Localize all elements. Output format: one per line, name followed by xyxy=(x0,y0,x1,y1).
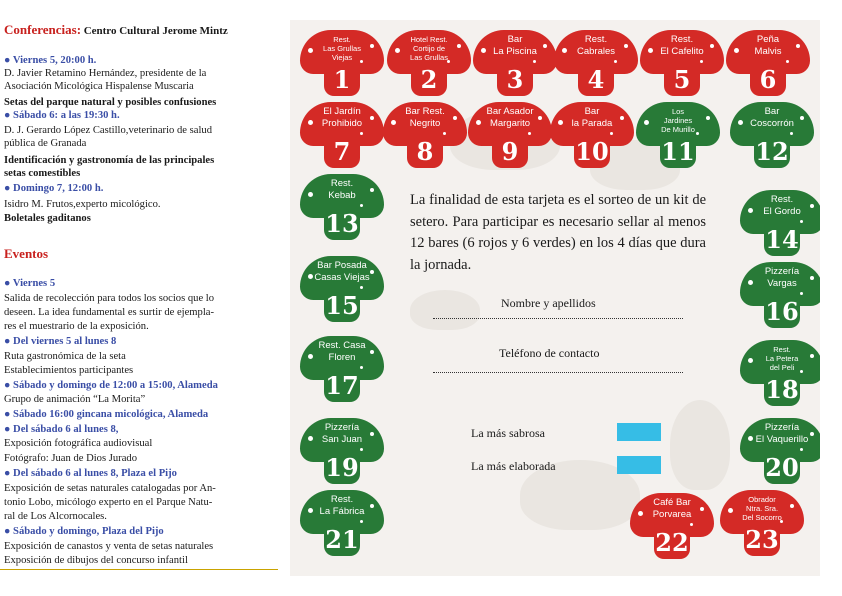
conferencias-heading: Conferencias: xyxy=(4,24,82,37)
bar-mushroom-5 xyxy=(640,30,724,98)
bar-number: 13 xyxy=(325,209,359,238)
evt-line: deseen. La idea fundamental es surtir de ejempla- xyxy=(4,307,215,318)
bar-name: Bar Rest. Negrito xyxy=(405,106,445,129)
cap-spot xyxy=(786,60,789,63)
bar-number: 16 xyxy=(765,297,799,326)
bar-name: Rest. El Cafelito xyxy=(660,34,704,57)
bar-name: Los Jardines De Murillo xyxy=(661,107,695,134)
bar-mushroom-8 xyxy=(383,102,467,170)
bar-mushroom-2 xyxy=(387,30,471,98)
cap-spot xyxy=(790,132,793,135)
bar-number: 9 xyxy=(501,137,519,166)
bar-mushroom-14 xyxy=(740,190,820,258)
cap-spot xyxy=(360,204,363,207)
evt-line: Fotógrafo: Juan de Dios Jurado xyxy=(4,453,137,464)
bar-number: 22 xyxy=(655,528,689,557)
evt-line: ● Sábado y domingo de 12:00 a 15:00, Alameda xyxy=(4,380,218,391)
conf-line: D. Javier Retamino Hernández, presidente de la xyxy=(4,68,207,79)
evt-line: tonio Lobo, micólogo experto en el Parque Natu- xyxy=(4,497,213,508)
bar-number: 15 xyxy=(325,291,359,320)
program-column xyxy=(0,0,278,570)
bar-name: Rest. Casa Floren xyxy=(318,340,366,363)
bar-name: Bar la Parada xyxy=(571,106,613,129)
cap-spot xyxy=(800,292,803,295)
cap-spot xyxy=(443,132,446,135)
bar-mushroom-4 xyxy=(554,30,638,98)
bar-mushroom-23 xyxy=(720,490,804,558)
conf-line: Asociación Micológica Hispalense Muscaria xyxy=(4,81,194,92)
bar-name: Rest. El Gordo xyxy=(763,194,801,217)
bar-number: 20 xyxy=(765,453,799,482)
bar-name: Hotel Rest. Cortijo de Las Grullas xyxy=(410,35,448,62)
evt-line: res el muestrario de la exposición. xyxy=(4,321,149,332)
bar-name: Bar Coscorrón xyxy=(750,106,794,129)
cap-spot xyxy=(533,60,536,63)
phone-line[interactable] xyxy=(433,372,683,373)
bar-name: Rest. La Fábrica xyxy=(319,494,365,517)
evt-line: Ruta gastronómica de la seta xyxy=(4,351,126,362)
evt-line: Exposición de canastos y venta de setas naturales xyxy=(4,541,214,552)
bar-number: 10 xyxy=(575,137,609,166)
cap-spot xyxy=(800,220,803,223)
conf-line: Setas del parque natural y posibles confusiones xyxy=(4,97,217,108)
cap-spot xyxy=(360,286,363,289)
bar-number: 18 xyxy=(765,375,799,404)
bar-number: 3 xyxy=(506,65,524,94)
conf-line: ● Domingo 7, 12:00 h. xyxy=(4,183,104,194)
bar-number: 2 xyxy=(420,65,438,94)
conf-line: setas comestibles xyxy=(4,168,81,179)
bar-number: 11 xyxy=(661,137,695,166)
cap-spot xyxy=(528,132,531,135)
bar-number: 14 xyxy=(765,225,799,254)
evt-line: ● Viernes 5 xyxy=(4,278,56,289)
evt-line: Salida de recolección para todos los socios que lo xyxy=(4,293,215,304)
conf-line: Identificación y gastronomía de las principales xyxy=(4,155,215,166)
evt-line: ● Del viernes 5 al lunes 8 xyxy=(4,336,117,347)
stamp-card xyxy=(290,20,820,576)
bar-name: Bar La Piscina xyxy=(493,34,537,57)
cap-spot xyxy=(610,132,613,135)
cap-spot xyxy=(690,523,693,526)
bar-mushroom-16 xyxy=(740,262,820,330)
conf-line: pública de Granada xyxy=(4,138,87,149)
bar-mushroom-17 xyxy=(300,336,384,404)
bar-number: 4 xyxy=(587,65,605,94)
evt-line: Exposición de setas naturales catalogadas por An- xyxy=(4,483,216,494)
evt-line: ral de Los Alcornocales. xyxy=(4,511,107,522)
phone-label: Teléfono de contacto xyxy=(499,346,600,360)
bar-mushroom-1 xyxy=(300,30,384,98)
bar-name: Bar Asador Margarito xyxy=(486,106,534,129)
bar-name: Café Bar Porvarea xyxy=(652,497,692,520)
cap-spot xyxy=(800,448,803,451)
cap-spot xyxy=(360,520,363,523)
bar-mushroom-11 xyxy=(636,102,720,170)
bar-name: Pizzería Vargas xyxy=(764,266,800,289)
evt-line: Exposición de dibujos del concurso infantil xyxy=(4,555,188,566)
card-info-text: La finalidad de esta tarjeta es el sorteo de un kit de setero. Para participar es necesario sellar al menos 12 bares (6 rojos y 6 verdes) en los 4 días que dura la jornada. xyxy=(410,192,706,273)
bar-mushroom-13 xyxy=(300,174,384,242)
bar-name: Pizzería El Vaquerillo xyxy=(755,422,809,445)
bar-name: Pizzería San Juan xyxy=(321,422,363,445)
bar-number: 19 xyxy=(325,453,359,482)
bar-number: 17 xyxy=(325,371,359,400)
evt-line: Exposición fotográfica audiovisual xyxy=(4,438,153,449)
bar-name: Rest. La Petera del Peli xyxy=(765,345,799,372)
bar-mushroom-20 xyxy=(740,418,820,486)
bar-number: 6 xyxy=(759,65,777,94)
evt-line: ● Sábado 16:00 gincana micológica, Alameda xyxy=(4,409,209,420)
cap-spot xyxy=(360,366,363,369)
vote-tastiest-box[interactable] xyxy=(617,423,661,441)
bar-mushroom-19 xyxy=(300,418,384,486)
bar-name: Peña Malvis xyxy=(754,34,782,57)
bar-name: Obrador Ntra. Sra. Del Socorro xyxy=(742,495,782,522)
bar-mushroom-7 xyxy=(300,102,384,170)
name-line[interactable] xyxy=(433,318,683,319)
bar-mushroom-6 xyxy=(726,30,810,98)
conf-line: ● Viernes 5, 20:00 h. xyxy=(4,55,97,66)
eventos-heading: Eventos xyxy=(4,248,49,260)
vote-tastiest-label: La más sabrosa xyxy=(471,426,545,440)
conf-line: Isidro M. Frutos,experto micológico. xyxy=(4,199,161,210)
cap-spot xyxy=(614,60,617,63)
background-mushroom-illustration xyxy=(410,290,480,330)
cap-spot xyxy=(360,132,363,135)
bar-number: 21 xyxy=(325,525,359,554)
vote-most-elaborate-label: La más elaborada xyxy=(471,459,556,473)
bar-number: 23 xyxy=(745,525,779,554)
vote-most-elaborate-box[interactable] xyxy=(617,456,661,474)
evt-line: Establecimientos participantes xyxy=(4,365,134,376)
bar-mushroom-15 xyxy=(300,256,384,324)
bar-mushroom-12 xyxy=(730,102,814,170)
bar-mushroom-21 xyxy=(300,490,384,558)
bar-name: Rest. Cabrales xyxy=(576,34,616,57)
name-label: Nombre y apellidos xyxy=(501,296,596,310)
bar-name: Bar Posada Casas Viejas xyxy=(314,260,370,283)
bar-mushroom-18 xyxy=(740,340,820,408)
bar-number: 8 xyxy=(416,137,434,166)
bar-number: 5 xyxy=(673,65,691,94)
conf-line: D. J. Gerardo López Castillo,veterinario de salud xyxy=(4,125,212,136)
bar-number: 12 xyxy=(755,137,789,166)
bar-number: 7 xyxy=(333,137,351,166)
evt-line: ● Del sábado 6 al lunes 8, Plaza el Pijo xyxy=(4,468,177,479)
evt-line: ● Del sábado 6 al lunes 8, xyxy=(4,424,119,435)
bar-number: 1 xyxy=(333,65,351,94)
bar-name: Rest. Las Grullas Viejas xyxy=(323,35,361,62)
bar-mushroom-22 xyxy=(630,493,714,561)
bar-mushroom-9 xyxy=(468,102,552,170)
conferencias-venue: Centro Cultural Jerome Mintz xyxy=(83,25,228,37)
bar-name: El Jardín Prohibido xyxy=(321,106,363,129)
cap-spot xyxy=(360,448,363,451)
cap-spot xyxy=(700,60,703,63)
conf-line: ● Sábado 6: a las 19:30 h. xyxy=(4,110,120,121)
conferencias-heading-line xyxy=(4,24,276,38)
bar-mushroom-10 xyxy=(550,102,634,170)
bar-mushroom-3 xyxy=(473,30,557,98)
evt-line: Grupo de animación “La Morita” xyxy=(4,394,146,405)
conf-line: Boletales gaditanos xyxy=(4,213,91,224)
background-mushroom-illustration xyxy=(670,400,730,490)
bar-name: Rest. Kebab xyxy=(328,178,356,201)
evt-line: ● Sábado y domingo, Plaza del Pijo xyxy=(4,526,164,537)
